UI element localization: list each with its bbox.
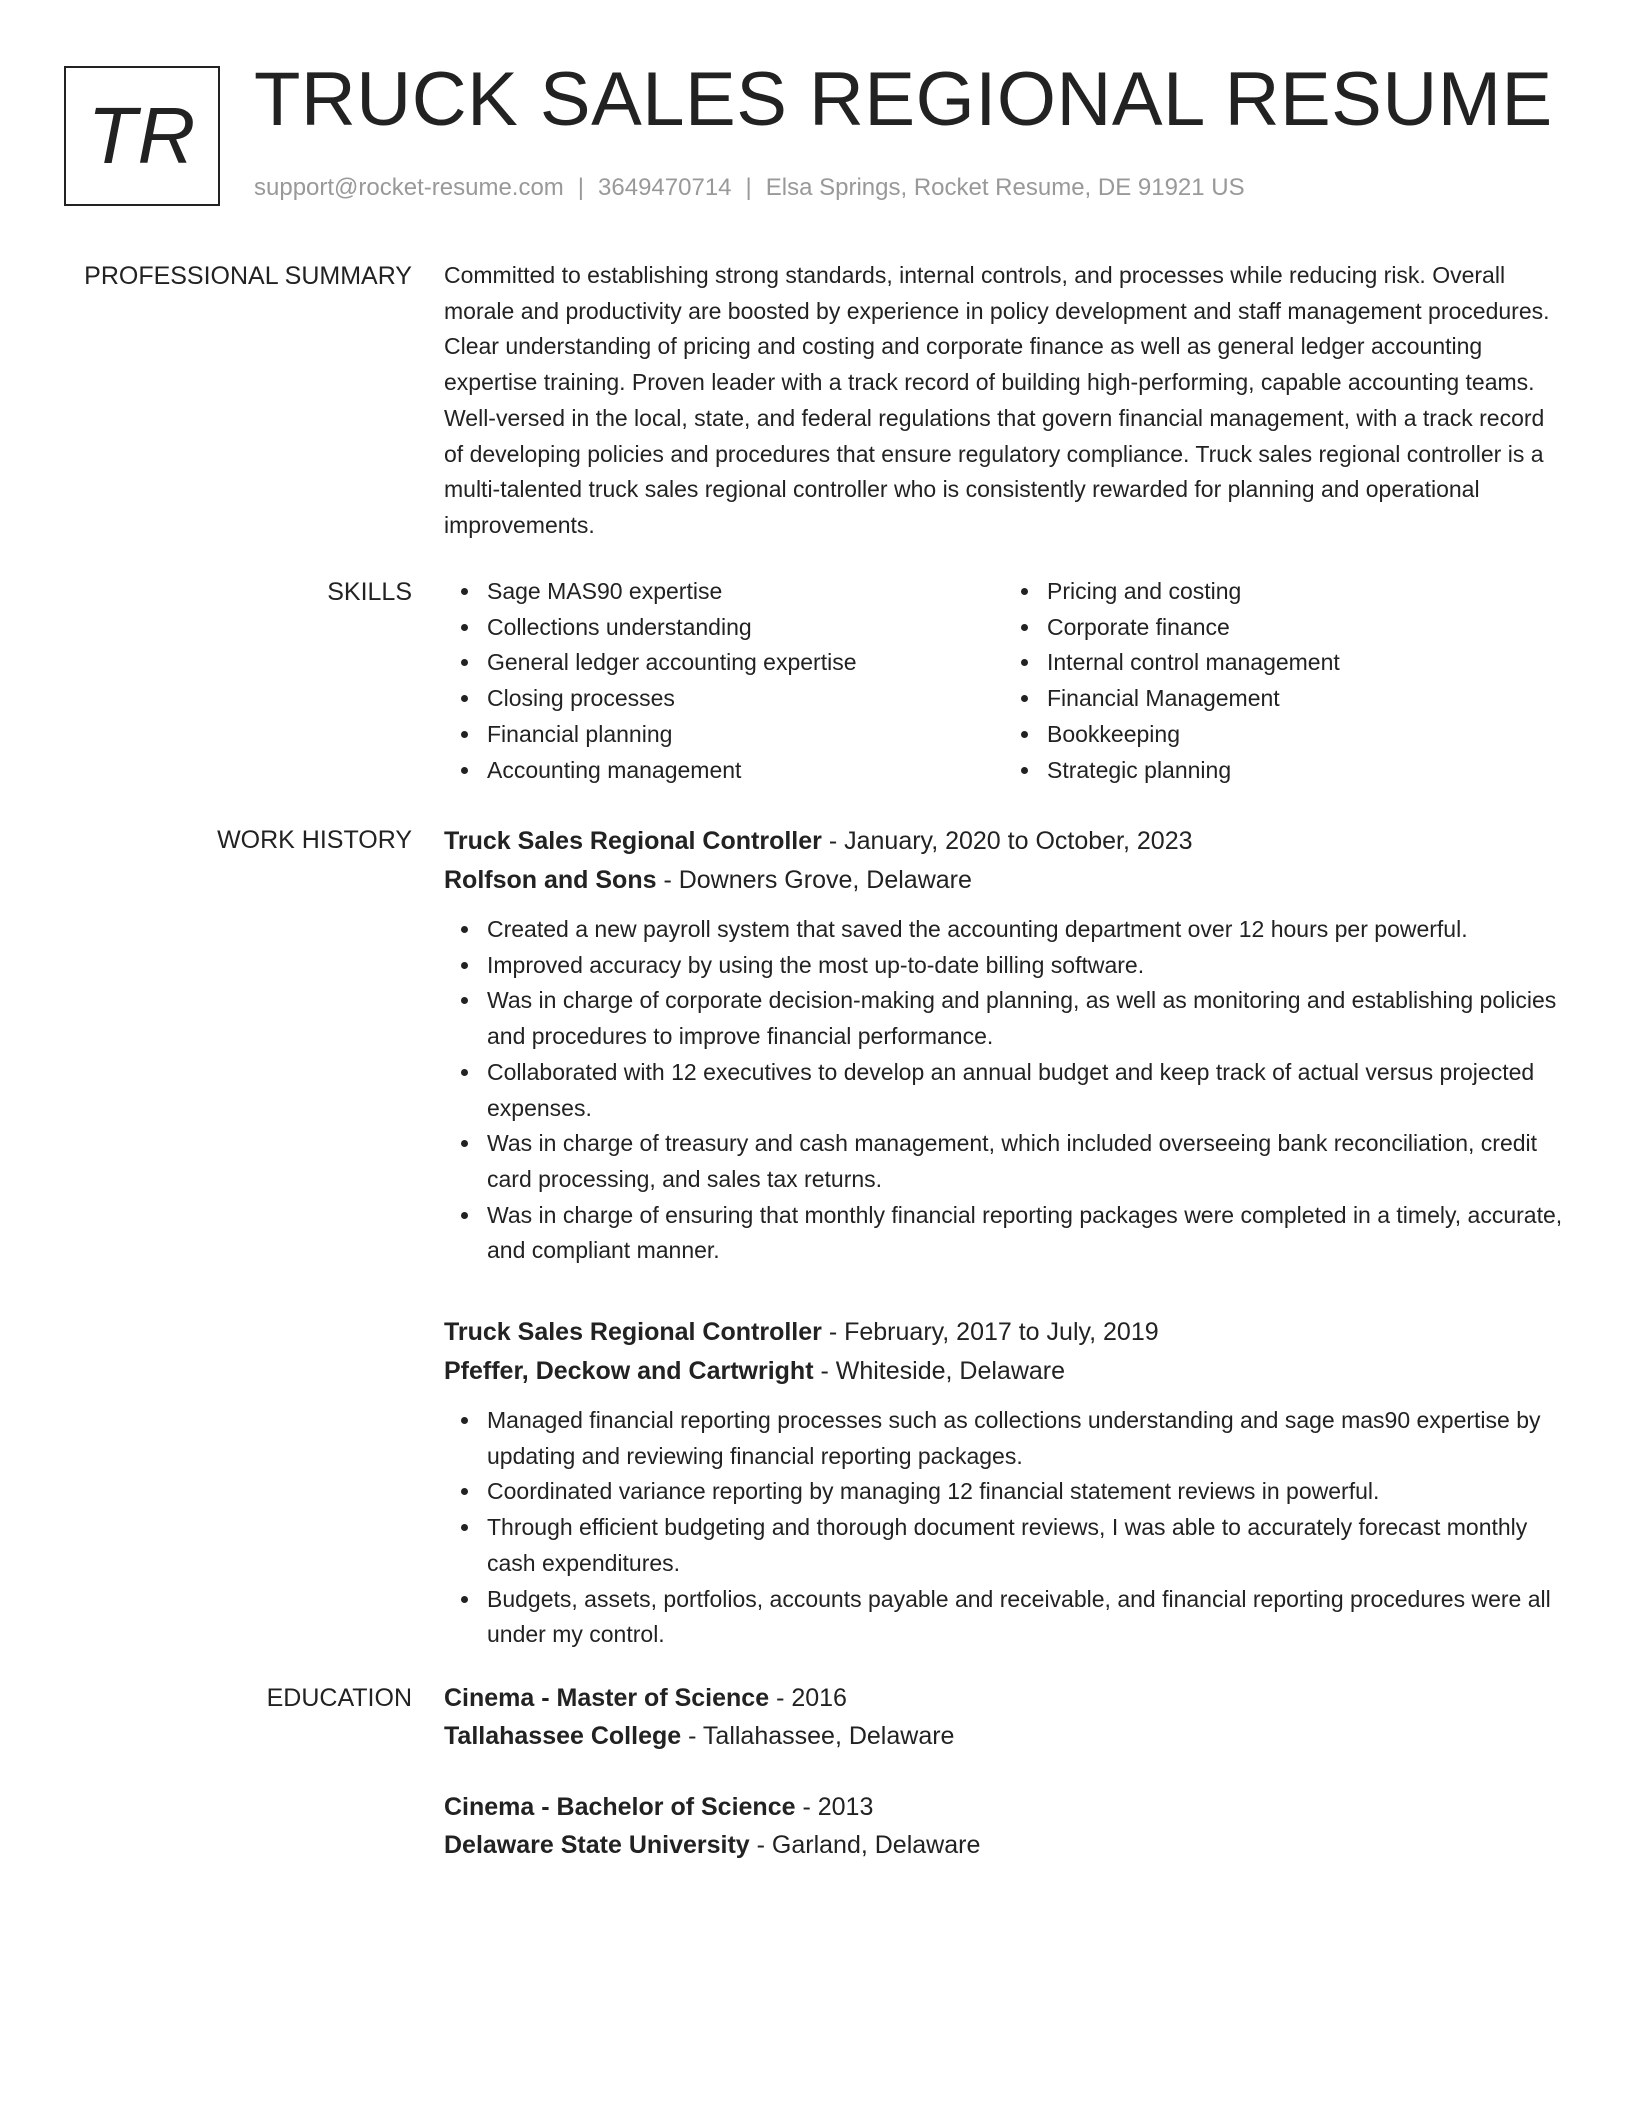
job-company: Rolfson and Sons xyxy=(444,866,657,894)
skill-item: Accounting management xyxy=(487,753,1004,789)
education-degree: Cinema - Bachelor of Science xyxy=(444,1793,796,1821)
section-label-summary: PROFESSIONAL SUMMARY xyxy=(84,262,412,290)
section-label-work-history: WORK HISTORY xyxy=(217,826,412,854)
job-entry xyxy=(444,822,1564,1269)
education-entry xyxy=(444,1680,1564,1755)
job-title: Truck Sales Regional Controller xyxy=(444,827,822,855)
skill-item: Financial Management xyxy=(1047,681,1564,717)
skill-item: General ledger accounting expertise xyxy=(487,645,1004,681)
skill-item: Financial planning xyxy=(487,717,1004,753)
skills-column-right xyxy=(1004,574,1564,788)
education-degree-line xyxy=(444,1680,1564,1718)
page-title: TRUCK SALES REGIONAL RESUME xyxy=(254,57,1553,142)
summary-body xyxy=(444,258,1564,544)
skills-column-left xyxy=(444,574,1004,788)
monogram: TR xyxy=(64,66,220,206)
contact-separator: | xyxy=(577,174,585,201)
education-school-line xyxy=(444,1827,1564,1865)
job-bullets xyxy=(444,1403,1564,1653)
education-degree-line xyxy=(444,1789,1564,1827)
skill-item: Corporate finance xyxy=(1047,610,1564,646)
job-bullet: Was in charge of treasury and cash management, which included overseeing bank reconciliation, credit card processing, and sales tax returns. xyxy=(487,1126,1564,1197)
skill-item: Sage MAS90 expertise xyxy=(487,574,1004,610)
job-bullet: Collaborated with 12 executives to develop an annual budget and keep track of actual versus projected expenses. xyxy=(487,1055,1564,1126)
education-location: - Garland, Delaware xyxy=(749,1830,981,1859)
contact-separator: | xyxy=(745,174,752,201)
job-title-line xyxy=(444,1313,1564,1352)
skill-item: Pricing and costing xyxy=(1047,574,1564,610)
section-label-skills: SKILLS xyxy=(327,578,412,606)
job-dates: - January, 2020 to October, 2023 xyxy=(821,827,1193,855)
education-school: Tallahassee College xyxy=(444,1721,682,1750)
education-school-line xyxy=(444,1718,1564,1756)
job-bullet: Managed financial reporting processes such as collections understanding and sage mas90 expertise by updating and reviewing financial reporting packages. xyxy=(487,1403,1564,1474)
skill-item: Strategic planning xyxy=(1047,753,1564,789)
job-location: - Whiteside, Delaware xyxy=(813,1357,1066,1386)
skills-body xyxy=(444,574,1564,788)
job-bullet: Coordinated variance reporting by managing 12 financial statement reviews in powerful. xyxy=(487,1474,1564,1510)
section-label-education: EDUCATION xyxy=(266,1684,412,1712)
job-bullet: Improved accuracy by using the most up-to-date billing software. xyxy=(487,948,1564,984)
job-entry xyxy=(444,1313,1564,1653)
skill-item: Bookkeeping xyxy=(1047,717,1564,753)
job-company: Pfeffer, Deckow and Cartwright xyxy=(444,1357,814,1386)
skills-grid xyxy=(444,574,1564,788)
contact-phone: 3649470714 xyxy=(598,174,732,201)
contact-email: support@rocket-resume.com xyxy=(254,174,564,201)
job-location: - Downers Grove, Delaware xyxy=(656,866,972,894)
job-dates: - February, 2017 to July, 2019 xyxy=(821,1318,1159,1347)
education-school: Delaware State University xyxy=(444,1830,750,1859)
education-degree: Cinema - Master of Science xyxy=(444,1684,770,1712)
job-bullet: Was in charge of ensuring that monthly financial reporting packages were completed in a timely, accurate, and compliant manner. xyxy=(487,1198,1564,1269)
job-bullet: Created a new payroll system that saved the accounting department over 12 hours per powerful. xyxy=(487,912,1564,948)
contact-address: Elsa Springs, Rocket Resume, DE 91921 US xyxy=(765,174,1245,201)
contact-line xyxy=(254,172,1245,204)
skill-item: Internal control management xyxy=(1047,645,1564,681)
work-history-body xyxy=(444,822,1564,1653)
job-title: Truck Sales Regional Controller xyxy=(444,1318,822,1347)
job-company-line xyxy=(444,861,1564,900)
job-title-line xyxy=(444,822,1564,861)
education-year: - 2016 xyxy=(769,1684,847,1712)
education-entry xyxy=(444,1789,1564,1864)
education-year: - 2013 xyxy=(795,1793,874,1821)
job-bullet: Was in charge of corporate decision-making and planning, as well as monitoring and establishing policies and procedures to improve financial performance. xyxy=(487,983,1564,1054)
job-bullets xyxy=(444,912,1564,1269)
skill-item: Collections understanding xyxy=(487,610,1004,646)
education-location: - Tallahassee, Delaware xyxy=(681,1721,955,1750)
skill-item: Closing processes xyxy=(487,681,1004,717)
summary-text: Committed to establishing strong standards, internal controls, and processes while reducing risk. Overall morale and productivity are boosted by experience in policy development and staff management procedures. Clear understanding of pricing and costing and corporate finance as well as general ledger accounting expertise training. Proven leader with a track record of building high-performing, capable accounting teams. Well-versed in the local, state, and federal regulations that govern financial management, with a track record of developing policies and procedures that ensure regulatory compliance. Truck sales regional controller is a multi-talented truck sales regional controller who is consistently rewarded for planning and operational improvements. xyxy=(444,262,1550,538)
education-body xyxy=(444,1680,1564,1864)
job-bullet: Budgets, assets, portfolios, accounts payable and receivable, and financial reporting procedures were all under my control. xyxy=(487,1582,1564,1653)
job-company-line xyxy=(444,1352,1564,1391)
job-bullet: Through efficient budgeting and thorough document reviews, I was able to accurately forecast monthly cash expenditures. xyxy=(487,1510,1564,1581)
